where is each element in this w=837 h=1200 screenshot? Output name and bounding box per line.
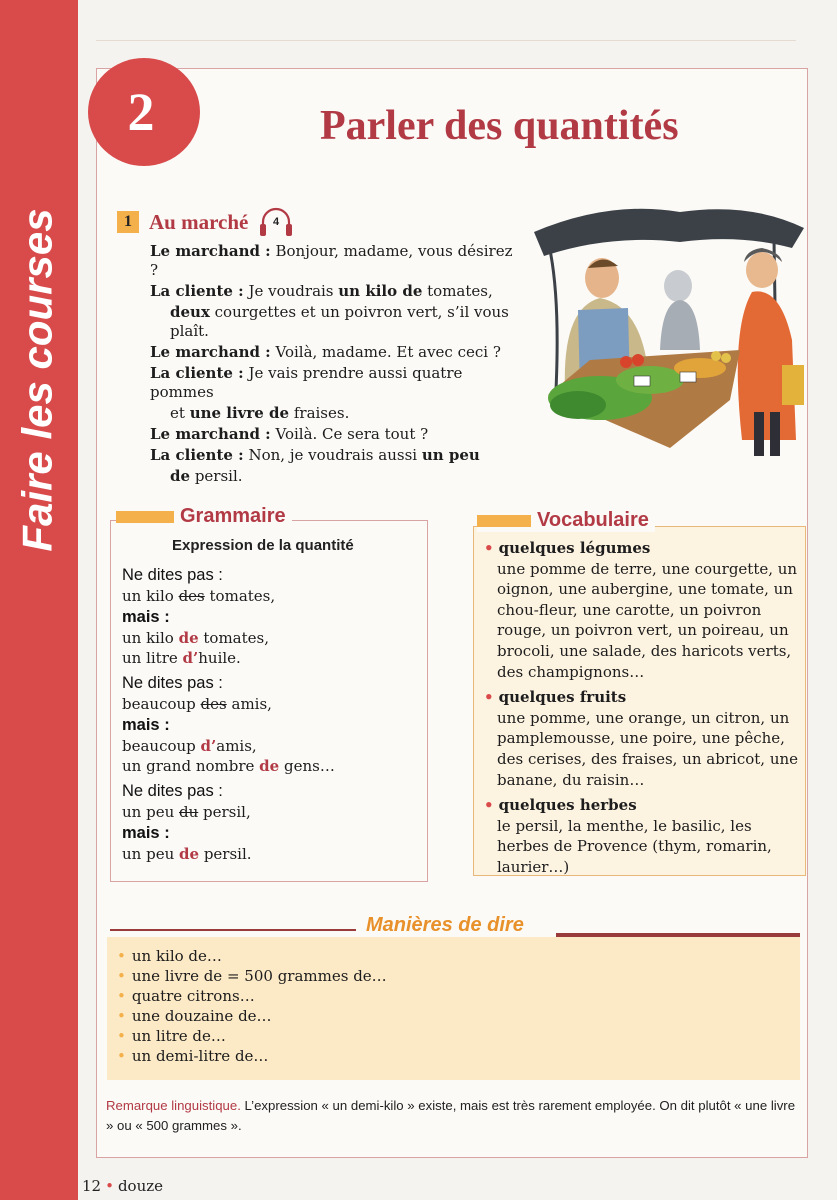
- grammar-right-example: beaucoup d’amis,: [122, 737, 257, 755]
- list-item: • une livre de = 500 grammes de…: [117, 967, 387, 985]
- dialogue-text: [150, 242, 520, 488]
- grammar-dont-say: Ne dites pas :: [122, 566, 223, 584]
- dialogue-title: Au marché: [149, 209, 249, 234]
- lesson-number-badge: 2: [88, 58, 200, 166]
- grammar-right-example: un litre d’huile.: [122, 649, 241, 667]
- list-item: • un kilo de…: [117, 947, 222, 965]
- bleed-through-line: [96, 40, 796, 41]
- grammar-right-example: un peu de persil.: [122, 845, 252, 863]
- grammar-right-example: un grand nombre de gens…: [122, 757, 335, 775]
- linguistic-remark: Remarque linguistique. L’expression « un demi-kilo » existe, mais est très rarement employée. On dit plutôt « une livre » ou « 500 grammes ».: [106, 1098, 796, 1133]
- section-side-title: Faire les courses: [14, 208, 62, 552]
- grammar-dont-say: Ne dites pas :: [122, 674, 223, 692]
- page-footer: 12 • douze: [82, 1177, 164, 1195]
- manieres-list: [117, 946, 387, 1066]
- dialogue-line: La cliente : Je vais prendre aussi quatre pommes: [150, 364, 463, 401]
- list-item: • un litre de…: [117, 1027, 226, 1045]
- grammar-but: mais :: [122, 608, 170, 626]
- grammar-subtitle: Expression de la quantité: [172, 537, 354, 554]
- list-item: • un demi-litre de…: [117, 1047, 269, 1065]
- grammar-but: mais :: [122, 716, 170, 734]
- grammar-title: Grammaire: [180, 505, 286, 527]
- grammar-body: [122, 564, 422, 864]
- market-stall-illustration: [530, 190, 808, 460]
- vocab-category: • quelques légumes une pomme de terre, une courgette, un oignon, une aubergine, une tomate, un chou-fleur, une carotte, un poivron rouge, un poivron vert, un poireau, un brocoli, une salade, des haricots verts, des champignons…: [484, 539, 798, 681]
- page-number-word: douze: [117, 1177, 164, 1195]
- audio-track-number: 4: [273, 216, 280, 228]
- grammar-block: [122, 672, 422, 776]
- page-title: Parler des quantités: [320, 103, 679, 149]
- grammar-block: [122, 564, 422, 668]
- dialogue-line: deux courgettes et un poivron vert, s’il vous plaît.: [170, 303, 509, 340]
- grammar-wrong-example: un kilo des tomates,: [122, 587, 276, 605]
- grammar-right-example: un kilo de tomates,: [122, 629, 269, 647]
- header-accent-bar: [116, 511, 174, 523]
- header-accent-bar: [477, 515, 531, 527]
- vocabulary-body: [484, 538, 804, 883]
- grammar-wrong-example: un peu du persil,: [122, 803, 251, 821]
- dialogue-line: Le marchand : Voilà, madame. Et avec ceci ?: [150, 343, 501, 361]
- dialogue-line: La cliente : Je voudrais un kilo de tomates,: [150, 282, 493, 300]
- exercise-number: 1: [117, 211, 139, 233]
- grammar-block: [122, 780, 422, 864]
- divider: [110, 929, 356, 931]
- vocab-category: • quelques herbes le persil, la menthe, le basilic, les herbes de Provence (thym, romarin, laurier…): [484, 796, 772, 876]
- headphones-icon[interactable]: [258, 206, 294, 238]
- side-band: [0, 0, 78, 1200]
- vocab-category: • quelques fruits une pomme, une orange, un citron, un pamplemousse, une poire, une pêche, des cerises, des fraises, un abricot, une banane, du raisin…: [484, 688, 799, 789]
- list-item: • une douzaine de…: [117, 1007, 272, 1025]
- grammar-wrong-example: beaucoup des amis,: [122, 695, 272, 713]
- grammar-but: mais :: [122, 824, 170, 842]
- dialogue-line: de persil.: [170, 467, 243, 485]
- dialogue-line: Le marchand : Bonjour, madame, vous désirez ?: [150, 242, 513, 279]
- dialogue-line: Le marchand : Voilà. Ce sera tout ?: [150, 425, 429, 443]
- grammar-header: [116, 505, 292, 528]
- page-number: 12: [82, 1177, 102, 1195]
- dialogue-header: [117, 206, 294, 238]
- vocabulary-header: [477, 509, 655, 532]
- manieres-title: Manières de dire: [360, 914, 530, 937]
- vocabulary-title: Vocabulaire: [537, 509, 649, 531]
- dialogue-line: et une livre de fraises.: [170, 404, 350, 422]
- list-item: • quatre citrons…: [117, 987, 255, 1005]
- grammar-dont-say: Ne dites pas :: [122, 782, 223, 800]
- dialogue-line: La cliente : Non, je voudrais aussi un peu: [150, 446, 480, 464]
